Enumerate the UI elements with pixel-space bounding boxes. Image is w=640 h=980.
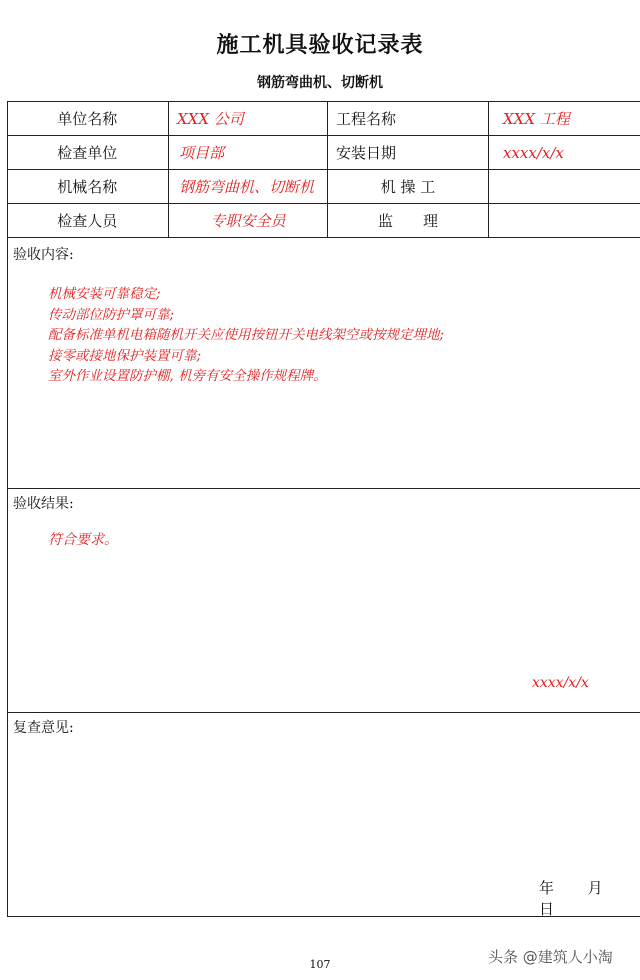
supervisor-value bbox=[489, 204, 640, 238]
table-row bbox=[7, 204, 640, 238]
document-subtitle: 钢筋弯曲机、切断机 bbox=[257, 75, 383, 91]
operator-label: 机 操 工 bbox=[328, 170, 489, 204]
inspector-value: 专职安全员 bbox=[169, 204, 328, 238]
acceptance-result-section bbox=[8, 488, 640, 712]
info-table bbox=[7, 102, 640, 238]
install-date-value: xxxx/x/x bbox=[489, 136, 640, 170]
page-number: 107 bbox=[309, 958, 331, 971]
acceptance-result-text: 符合要求。 bbox=[48, 532, 118, 548]
acceptance-result-date: xxxx/x/x bbox=[532, 675, 589, 691]
list-item: 室外作业设置防护棚, 机旁有安全操作规程牌。 bbox=[48, 368, 327, 384]
acceptance-content-list bbox=[48, 284, 444, 387]
acceptance-content-section bbox=[8, 240, 640, 488]
review-month: 月 bbox=[587, 879, 603, 897]
table-row bbox=[7, 102, 640, 136]
review-label: 复查意见: bbox=[13, 720, 74, 736]
table-row bbox=[7, 136, 640, 170]
project-name-label: 工程名称 bbox=[328, 102, 489, 136]
review-date bbox=[539, 877, 640, 919]
install-date-label: 安装日期 bbox=[328, 136, 489, 170]
review-day: 日 bbox=[539, 900, 555, 918]
list-item: 传动部位防护罩可靠; bbox=[48, 306, 175, 323]
watermark: 头条 @建筑人小淘 bbox=[488, 948, 613, 966]
operator-value bbox=[489, 170, 640, 204]
machine-name-label: 机械名称 bbox=[7, 170, 169, 204]
review-year: 年 bbox=[539, 879, 555, 897]
inspect-unit-label: 检查单位 bbox=[7, 136, 169, 170]
unit-name-value: XXX 公司 bbox=[169, 102, 328, 136]
project-name-value: XXX 工程 bbox=[489, 102, 640, 136]
list-item: 机械安装可靠稳定; bbox=[48, 286, 161, 302]
acceptance-form bbox=[7, 101, 640, 917]
inspector-label: 检查人员 bbox=[7, 204, 169, 238]
inspect-unit-value: 项目部 bbox=[169, 136, 328, 170]
list-item: 接零或接地保护装置可靠; bbox=[48, 347, 202, 364]
unit-name-label: 单位名称 bbox=[7, 102, 169, 136]
supervisor-label: 监 理 bbox=[328, 204, 489, 238]
acceptance-result-label: 验收结果: bbox=[13, 496, 74, 512]
acceptance-content-label: 验收内容: bbox=[13, 247, 74, 263]
document-title: 施工机具验收记录表 bbox=[216, 32, 424, 58]
table-row bbox=[7, 170, 640, 204]
review-section bbox=[8, 712, 640, 916]
list-item: 配备标准单机电箱随机开关应使用按钮开关电线架空或按规定埋地; bbox=[48, 327, 445, 343]
machine-name-value: 钢筋弯曲机、切断机 bbox=[169, 170, 328, 204]
